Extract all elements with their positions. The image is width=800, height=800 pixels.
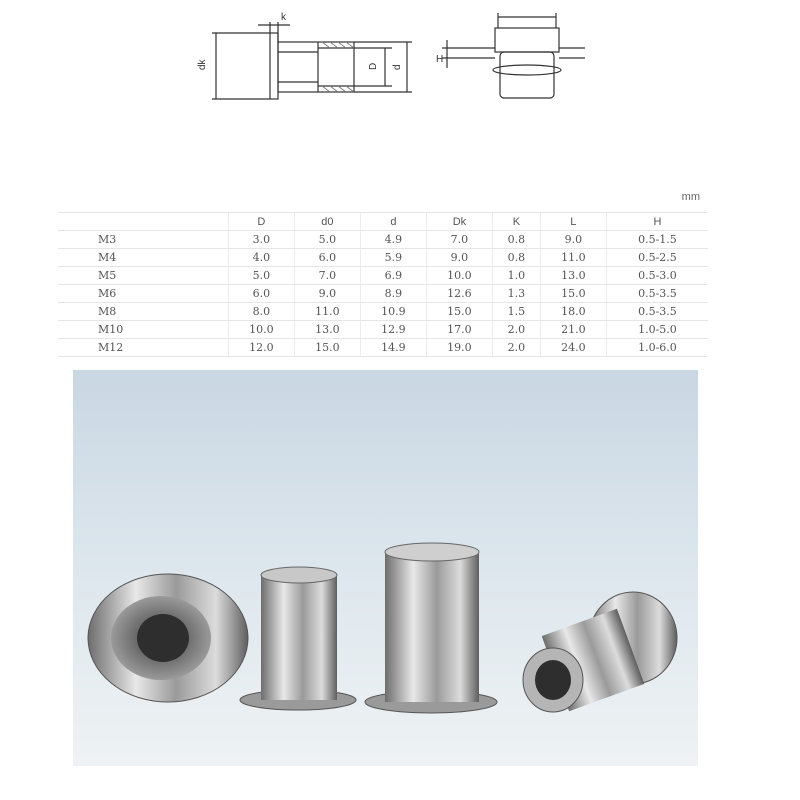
table-cell: 0.5-3.0 (606, 267, 708, 285)
rivet-nut-standing-small (240, 567, 356, 710)
label-H: H (436, 54, 444, 65)
table-cell: 4.0 (228, 249, 294, 267)
table-cell: 0.8 (492, 231, 540, 249)
table-row (58, 285, 708, 303)
table-cell: 4.9 (360, 231, 426, 249)
table-row (58, 321, 708, 339)
table-cell: 15.0 (294, 339, 360, 357)
table-cell: 8.9 (360, 285, 426, 303)
installed-flange (495, 28, 559, 52)
label-d: d (392, 64, 403, 70)
table-cell: 0.5-1.5 (606, 231, 708, 249)
table-cell: 10.0 (426, 267, 492, 285)
table-cell: 7.0 (294, 267, 360, 285)
table-cell: 9.0 (294, 285, 360, 303)
rivet-nuts-illustration (73, 370, 698, 766)
table-cell: 1.0-6.0 (606, 339, 708, 357)
row-size-label: M12 (58, 339, 228, 357)
table-cell: 6.9 (360, 267, 426, 285)
table-cell: 7.0 (426, 231, 492, 249)
table-row (58, 249, 708, 267)
table-cell: 19.0 (426, 339, 492, 357)
table-cell: 12.9 (360, 321, 426, 339)
body-outline (278, 42, 354, 92)
row-size-label: M6 (58, 285, 228, 303)
table-cell: 1.0-5.0 (606, 321, 708, 339)
table-cell: 0.5-2.5 (606, 249, 708, 267)
table-cell: 17.0 (426, 321, 492, 339)
flange-outline (270, 33, 278, 99)
table-row (58, 267, 708, 285)
table-cell: 10.0 (228, 321, 294, 339)
table-cell: 13.0 (540, 267, 606, 285)
spec-table (58, 212, 708, 357)
column-header: D (228, 213, 294, 231)
row-size-label: M3 (58, 231, 228, 249)
table-cell: 1.3 (492, 285, 540, 303)
spec-table-section (58, 188, 708, 357)
table-cell: 1.0 (492, 267, 540, 285)
table-cell: 13.0 (294, 321, 360, 339)
table-cell: 18.0 (540, 303, 606, 321)
table-cell: 2.0 (492, 321, 540, 339)
table-cell: 0.5-3.5 (606, 303, 708, 321)
table-cell: 9.0 (426, 249, 492, 267)
rivet-nut-standing-large (365, 543, 497, 713)
column-header: H (606, 213, 708, 231)
table-cell: 10.9 (360, 303, 426, 321)
rivet-nut-drawing (0, 0, 800, 110)
row-size-label: M5 (58, 267, 228, 285)
technical-diagrams (0, 0, 800, 110)
column-header: K (492, 213, 540, 231)
rivet-nut-front-view (88, 574, 248, 702)
table-row (58, 231, 708, 249)
table-cell: 5.0 (294, 231, 360, 249)
table-cell: 9.0 (540, 231, 606, 249)
table-cell: 5.9 (360, 249, 426, 267)
column-header (58, 213, 228, 231)
unit-label: mm (681, 191, 700, 203)
table-cell: 15.0 (426, 303, 492, 321)
table-cell: 12.6 (426, 285, 492, 303)
label-dk: dk (197, 59, 208, 70)
table-cell: 14.9 (360, 339, 426, 357)
rivet-nut-side-view (523, 592, 677, 712)
table-row (58, 339, 708, 357)
table-cell: 5.0 (228, 267, 294, 285)
row-size-label: M4 (58, 249, 228, 267)
product-photo (73, 370, 698, 766)
table-cell: 2.0 (492, 339, 540, 357)
table-cell: 8.0 (228, 303, 294, 321)
table-cell: 24.0 (540, 339, 606, 357)
table-cell: 0.8 (492, 249, 540, 267)
table-cell: 3.0 (228, 231, 294, 249)
column-header: L (540, 213, 606, 231)
table-cell: 11.0 (540, 249, 606, 267)
table-cell: 15.0 (540, 285, 606, 303)
table-cell: 12.0 (228, 339, 294, 357)
table-cell: 6.0 (228, 285, 294, 303)
table-cell: 21.0 (540, 321, 606, 339)
table-cell: 6.0 (294, 249, 360, 267)
label-k: k (281, 12, 286, 23)
table-header-row (58, 213, 708, 231)
column-header: Dk (426, 213, 492, 231)
table-cell: 0.5-3.5 (606, 285, 708, 303)
column-header: d0 (294, 213, 360, 231)
row-size-label: M8 (58, 303, 228, 321)
row-size-label: M10 (58, 321, 228, 339)
table-cell: 11.0 (294, 303, 360, 321)
table-row (58, 303, 708, 321)
table-cell: 1.5 (492, 303, 540, 321)
label-D: D (368, 62, 379, 70)
column-header: d (360, 213, 426, 231)
